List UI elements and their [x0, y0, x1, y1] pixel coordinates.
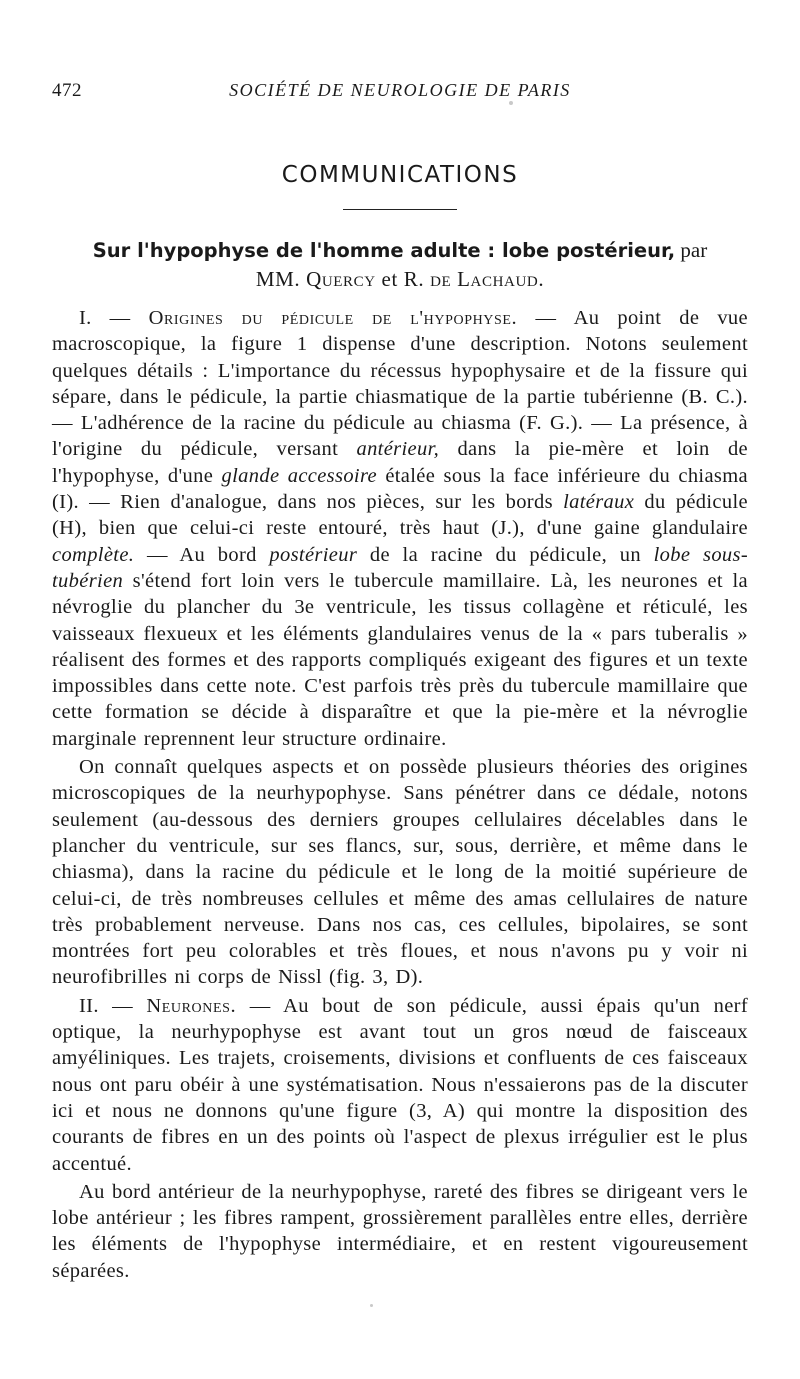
paragraph-text: du pédicule (H), bien que celui-ci reste entouré, très haut (J.), d'une gaine glandulaire [52, 491, 748, 540]
paragraph-bord-anterieur: Au bord antérieur de la neurhypophyse, rareté des fibres se dirigeant vers le lobe antérieur ; les fibres rampent, grossièrement parallèles entre elles, derrière les éléments de l'hypophyse intermédiaire, et en restent vigoureusement séparées. [52, 1180, 748, 1282]
italic-term: glande accessoire [221, 464, 377, 487]
paragraph-text: Au point de vue macroscopique, la figure 1 dispense d'une description. Notons seulement quelques détails : L'importance du récessus hypophysaire et de la fissure qui sépare, dans le pédicule, la partie chiasmatique de la partie tubérienne (B. C.). — L'adhérence de la racine du pédicule au chiasma (F. G.). — La présence, à l'origine du pédicule, versant [52, 307, 748, 461]
article-title: Sur l'hypophyse de l'homme adulte : lobe postérieur, [92, 239, 676, 262]
authors-prefix: MM. [255, 267, 301, 291]
title-suffix: par [680, 238, 708, 262]
paragraph-text: s'étend fort loin vers le tubercule mamillaire. Là, les neurones et la névroglie du plancher du 3e ventricule, les tissus collagène et réticulé, les vaisseaux flexueux et les éléments glandulaires venus de la « pars tuberalis » réalisent des formes et des rapports compliqués exigeant des figures et un texte impossibles dans cette note. C'est parfois très près du tubercule mamillaire que cette formation se décide à disparaître et que la pie-mère et la névroglie marginale reprennent leur structure ordinaire. [52, 569, 748, 750]
paragraph-text: Au bout de son pédicule, aussi épais qu'un nerf optique, la neurhypophyse est avant tout un gros nœud de faisceaux amyéliniques. Les trajets, croisements, divisions et confluents de ces faisceaux nous ont paru obéir à une systématisation. Nous n'essaierons pas de la discuter ici et nous ne donnons qu'une figure (3, A) qui montre la disposition des courants de fibres en un des points où l'aspect de plexus irrégulier est le plus accentué. [52, 994, 748, 1175]
author-lachaud: R. de Lachaud. [403, 267, 545, 291]
section-heading-neurones: Neurones. — [146, 994, 271, 1017]
section-divider [343, 209, 457, 210]
print-speck [509, 101, 513, 105]
paragraph-text: de la racine du pédicule, un [369, 543, 641, 566]
print-speck [370, 1304, 373, 1307]
section-numeral-1: I. — [79, 307, 131, 329]
running-head [52, 80, 748, 108]
article-authors [52, 265, 748, 294]
paragraph-neurones [52, 993, 748, 1177]
section-numeral-2: II. — [79, 994, 133, 1017]
paragraph-origines [52, 305, 748, 752]
page-number: 472 [52, 80, 82, 101]
italic-term: complète. [52, 543, 135, 566]
article-body [52, 305, 748, 1284]
italic-term: lobe sous-tubérien [52, 543, 749, 592]
section-heading-origines: Origines du pédicule de l'hypophyse. — [148, 307, 557, 329]
italic-term: antérieur, [356, 438, 440, 461]
authors-and: et [381, 267, 398, 291]
journal-title: SOCIÉTÉ DE NEUROLOGIE DE PARIS [229, 80, 571, 100]
section-heading: COMMUNICATIONS [281, 162, 519, 188]
article-title-block [52, 236, 748, 294]
paragraph-text: dans la pie-mère et loin de l'hypophyse, d'une [52, 438, 749, 487]
paragraph-origines-microscopiques: On connaît quelques aspects et on possède plusieurs théories des origines microscopiques de la neurhypophyse. Sans pénétrer dans ce dédale, notons seulement (au-dessous des derniers groupes cellulaires décelables dans le plancher du ventricule, sur ses flancs, sur, sous, derrière, et même dans le chiasma), dans la racine du pédicule et le long de la moitié supérieure de celui-ci, de très nombreuses cellules et même des amas cellulaires de nature très probablement nerveuse. Dans nos cas, ces cellules, bipolaires, se sont montrées fort peu colorables et très floues, et nous n'avons pu y voir ni neurofibrilles ni corps de Nissl (fig. 3, D). [52, 756, 748, 989]
paragraph-text: — Au bord [146, 543, 257, 566]
italic-term: postérieur [269, 543, 358, 566]
italic-term: latéraux [563, 491, 635, 514]
author-quercy: Quercy [306, 267, 376, 291]
paragraph-text: étalée sous la face inférieure du chiasma (I). — Rien d'analogue, dans nos pièces, sur les bords [52, 464, 748, 514]
